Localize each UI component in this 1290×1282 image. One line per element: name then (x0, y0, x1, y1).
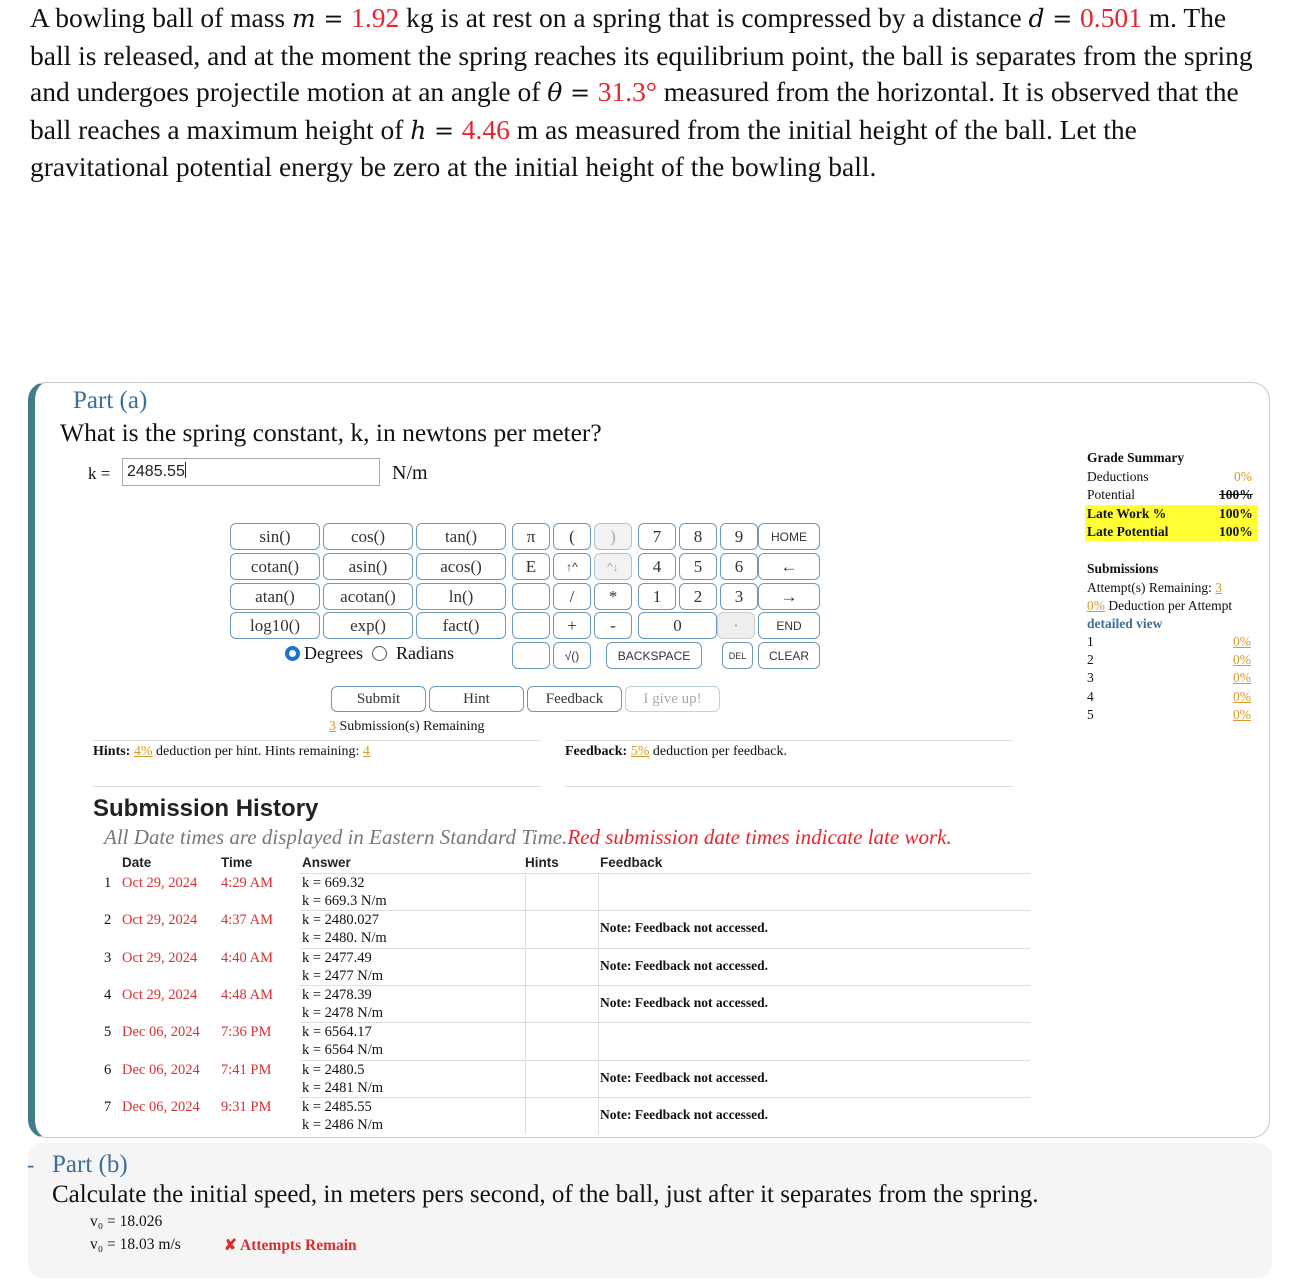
submission-answer: k = 669.32 (302, 875, 365, 891)
column-divider (525, 910, 526, 947)
row-number: 3 (104, 949, 112, 966)
deductions-value: 0% (1234, 469, 1252, 484)
submissions-text: Submission(s) Remaining (336, 719, 485, 734)
clear-button[interactable]: CLEAR (758, 642, 820, 669)
equals: = (315, 5, 352, 33)
feedback-info (565, 744, 787, 760)
problem-text: kg is at rest on a spring that is compressed by a distance (399, 2, 1029, 33)
digit-8-button[interactable]: 8 (679, 523, 717, 550)
decimal-point-button[interactable]: · (717, 612, 755, 639)
attempt-deduction: 0% (1233, 652, 1251, 668)
submission-date: Oct 29, 2024 (122, 986, 198, 1003)
attempt-number: 5 (1087, 706, 1094, 722)
submission-time: 7:36 PM (221, 1024, 272, 1041)
submissions-remaining (329, 719, 485, 735)
submission-date: Dec 06, 2024 (122, 1061, 200, 1078)
attempt-number: 1 (1087, 634, 1094, 649)
submission-answer-rounded: k = 2480. N/m (302, 930, 387, 947)
problem-text: m as measured from the initial height of the ball. Let the gravitational potential energy be zero at the initial height of the bowling ball. (30, 113, 1137, 182)
height-value: 4.46 (461, 113, 510, 145)
problem-text: A bowling ball of mass (30, 2, 293, 33)
row-number: 6 (104, 1061, 112, 1078)
column-divider (525, 948, 526, 985)
timezone-note: All Date times are displayed in Eastern Standard Time. (104, 825, 568, 849)
header-feedback: Feedback (600, 855, 663, 870)
hints-label: Hints: (93, 744, 134, 759)
submission-answer: k = 2485.55 (302, 1098, 372, 1115)
late-work-label: Late Work % (1087, 506, 1167, 521)
problem-statement (30, 0, 1265, 186)
attempt-deduction-pct: 0% (1087, 598, 1105, 613)
column-divider (598, 985, 599, 1022)
multiply-button[interactable]: * (594, 583, 632, 610)
atan-button[interactable]: atan() (230, 583, 320, 610)
submission-date: Oct 29, 2024 (122, 949, 198, 966)
unit-label: N/m (392, 462, 428, 484)
delete-button[interactable]: DEL (722, 642, 753, 669)
column-divider (525, 873, 526, 910)
degrees-label: Degrees (304, 643, 363, 663)
digit-6-button[interactable]: 6 (720, 553, 758, 580)
sin-button[interactable]: sin() (230, 523, 320, 550)
submission-history-title: Submission History (93, 795, 319, 822)
submission-answer-rounded: k = 669.3 N/m (302, 893, 387, 909)
attempt-deduction-text: Deduction per Attempt (1105, 598, 1233, 613)
grade-summary-title: Grade Summary (1087, 450, 1185, 465)
column-divider (525, 1097, 526, 1134)
submission-time: 9:31 PM (221, 1098, 272, 1115)
plus-button[interactable]: + (553, 612, 591, 639)
row-divider (300, 1022, 1030, 1023)
attempt-number: 2 (1087, 652, 1094, 668)
problem-text: m. The ball is released, and at the moment the spring reaches its equilibrium point, the ball is separates from the spring and undergoes projectile motion at an angle of (30, 2, 1253, 107)
asin-button[interactable]: asin() (323, 553, 413, 580)
submission-history-subtitle (104, 825, 952, 850)
submission-answer-rounded: k = 6564 N/m (302, 1042, 384, 1059)
close-paren-button[interactable]: ) (594, 523, 632, 550)
potential-label: Potential (1087, 487, 1135, 502)
submission-feedback: Note: Feedback not accessed. (600, 957, 768, 973)
radians-radio[interactable] (372, 646, 387, 661)
row-number: 4 (104, 986, 112, 1003)
submission-date: Oct 29, 2024 (122, 875, 198, 891)
attempt-number: 4 (1087, 688, 1094, 704)
feedback-label: Feedback: (565, 744, 631, 759)
late-potential-label: Late Potential (1087, 524, 1169, 539)
attempt-deduction: 0% (1233, 634, 1251, 649)
detailed-view-link[interactable]: detailed view (1087, 616, 1163, 631)
k-input-label: k = (88, 464, 111, 483)
digit-2-button[interactable]: 2 (679, 583, 717, 610)
attempt-deduction: 0% (1233, 688, 1251, 704)
submissions-title: Submissions (1087, 561, 1159, 576)
blank-button[interactable] (512, 583, 550, 610)
part-b-answer: v₀ = 18.026 (90, 1213, 163, 1230)
part-b-answer-rounded: v₀ = 18.03 m/s (90, 1236, 181, 1253)
hints-remaining: 4 (362, 744, 370, 759)
give-up-button[interactable]: I give up! (625, 686, 720, 712)
equals: = (562, 79, 598, 107)
column-divider (598, 1022, 599, 1059)
column-divider (598, 948, 599, 985)
part-a-title: Part (a) (73, 387, 148, 414)
equals: = (1044, 5, 1080, 33)
submission-date: Oct 29, 2024 (122, 912, 198, 929)
submission-date: Dec 06, 2024 (122, 1098, 200, 1115)
attempts-value: 3 (1215, 580, 1222, 595)
radians-label: Radians (396, 643, 454, 663)
home-button[interactable]: HOME (758, 523, 820, 550)
column-divider (598, 910, 599, 947)
submission-time: 4:37 AM (221, 912, 273, 929)
feedback-button[interactable]: Feedback (527, 686, 622, 712)
var-m: m (292, 4, 316, 33)
attempt-deduction: 0% (1233, 706, 1251, 722)
feedback-deduction-pct: 5% (630, 744, 650, 759)
submissions-count: 3 (329, 719, 336, 734)
attempts-label: Attempt(s) Remaining: (1087, 580, 1216, 595)
acos-button[interactable]: acos() (416, 553, 506, 580)
digit-7-button[interactable]: 7 (638, 523, 676, 550)
part-a-question: What is the spring constant, k, in newtons per meter? (60, 418, 602, 447)
submit-button[interactable]: Submit (331, 686, 426, 712)
degrees-radio[interactable] (285, 646, 300, 661)
row-divider (300, 1060, 1030, 1061)
deduction-per-attempt (1087, 598, 1232, 614)
k-answer-input[interactable] (122, 458, 380, 486)
late-potential-value: 100% (1219, 524, 1253, 539)
part-b-title[interactable]: Part (b) (52, 1151, 128, 1178)
submission-answer-rounded: k = 2486 N/m (302, 1116, 384, 1133)
row-divider (300, 873, 1030, 874)
submission-answer: k = 2477.49 (302, 949, 372, 966)
column-divider (525, 1060, 526, 1097)
collapse-dash[interactable]: - (27, 1152, 35, 1177)
submission-feedback: Note: Feedback not accessed. (600, 1106, 768, 1122)
cotan-button[interactable]: cotan() (230, 553, 320, 580)
part-a-panel (28, 382, 1270, 1138)
late-work-note: Red submission date times indicate late work. (567, 825, 952, 849)
header-answer: Answer (302, 855, 351, 870)
attempts-remain-status: ✘ Attempts Remain (224, 1237, 357, 1254)
attempt-deduction: 0% (1233, 670, 1251, 686)
blank-button[interactable] (512, 642, 550, 669)
submission-time: 7:41 PM (221, 1061, 272, 1078)
equals: = (426, 116, 462, 145)
e-button[interactable]: E (512, 553, 550, 580)
potential-value: 100% (1219, 487, 1253, 502)
angle-value: 31.3° (597, 76, 657, 107)
header-hints: Hints (525, 855, 559, 870)
row-number: 7 (104, 1098, 112, 1115)
pi-button[interactable]: π (512, 523, 550, 550)
hint-button[interactable]: Hint (429, 686, 524, 712)
deductions-label: Deductions (1087, 469, 1149, 484)
hints-text: deduction per hint. Hints remaining: (152, 744, 363, 759)
submission-answer-rounded: k = 2478 N/m (302, 1004, 384, 1021)
fact-button[interactable]: fact() (416, 612, 506, 639)
backspace-button[interactable]: BACKSPACE (606, 642, 702, 669)
problem-text: measured from the horizontal. It is observed that the ball reaches a maximum height of (30, 76, 1239, 145)
header-time: Time (221, 855, 253, 870)
ln-button[interactable]: ln() (416, 583, 506, 610)
tan-button[interactable]: tan() (416, 523, 506, 550)
var-h: h (410, 115, 427, 145)
part-b-panel (28, 1143, 1272, 1278)
var-theta: θ (547, 78, 563, 107)
left-arrow-button[interactable]: ← (758, 553, 820, 580)
submission-feedback: Note: Feedback not accessed. (600, 994, 768, 1010)
column-divider (598, 1097, 599, 1134)
row-number: 2 (104, 912, 112, 929)
column-divider (525, 1022, 526, 1059)
blank-button[interactable] (512, 612, 550, 639)
row-divider (300, 985, 1030, 986)
digit-4-button[interactable]: 4 (638, 553, 676, 580)
hints-info (93, 744, 370, 760)
acotan-button[interactable]: acotan() (323, 583, 413, 610)
submission-answer: k = 2480.5 (302, 1061, 365, 1078)
submission-date: Dec 06, 2024 (122, 1024, 200, 1041)
var-d: d (1028, 4, 1045, 33)
submission-answer: k = 6564.17 (302, 1024, 372, 1041)
feedback-text: deduction per feedback. (649, 744, 787, 759)
end-button[interactable]: END (758, 612, 820, 639)
row-divider (300, 1097, 1030, 1098)
submission-time: 4:40 AM (221, 949, 273, 966)
sqrt-button[interactable]: √() (553, 642, 591, 669)
submission-time: 4:48 AM (221, 986, 273, 1003)
digit-0-button[interactable]: 0 (638, 612, 717, 639)
right-arrow-button[interactable]: → (758, 583, 820, 610)
submission-answer-rounded: k = 2477 N/m (302, 967, 384, 984)
exp-button[interactable]: exp() (323, 612, 413, 639)
row-number: 5 (104, 1024, 112, 1041)
digit-9-button[interactable]: 9 (720, 523, 758, 550)
digit-5-button[interactable]: 5 (679, 553, 717, 580)
row-number: 1 (104, 875, 112, 891)
submission-answer-rounded: k = 2481 N/m (302, 1079, 384, 1096)
column-divider (598, 1060, 599, 1097)
log10-button[interactable]: log10() (230, 612, 320, 639)
part-b-question: Calculate the initial speed, in meters pers second, of the ball, just after it separates from the spring. (52, 1181, 1039, 1208)
row-divider (300, 948, 1030, 949)
column-divider (598, 873, 599, 910)
k-input-value: 2485.55 (127, 463, 185, 480)
cos-button[interactable]: cos() (323, 523, 413, 550)
divide-button[interactable]: / (553, 583, 591, 610)
row-divider (300, 910, 1030, 911)
submission-feedback: Note: Feedback not accessed. (600, 920, 768, 936)
column-divider (525, 985, 526, 1022)
minus-button[interactable]: - (594, 612, 632, 639)
superscript-down-button[interactable]: ^↓ (594, 553, 632, 580)
attempts-remaining (1087, 580, 1222, 596)
submission-answer: k = 2478.39 (302, 986, 372, 1003)
submission-time: 4:29 AM (221, 875, 273, 891)
header-date: Date (122, 855, 152, 870)
superscript-up-button[interactable]: ↑^ (553, 553, 591, 580)
submission-feedback: Note: Feedback not accessed. (600, 1069, 768, 1085)
mass-value: 1.92 (351, 2, 400, 33)
attempt-number: 3 (1087, 670, 1094, 686)
distance-value: 0.501 (1079, 2, 1142, 33)
digit-3-button[interactable]: 3 (720, 583, 758, 610)
submission-answer: k = 2480.027 (302, 912, 380, 929)
open-paren-button[interactable]: ( (553, 523, 591, 550)
hint-deduction-pct: 4% (133, 744, 153, 759)
late-work-value: 100% (1219, 506, 1253, 521)
digit-1-button[interactable]: 1 (638, 583, 676, 610)
